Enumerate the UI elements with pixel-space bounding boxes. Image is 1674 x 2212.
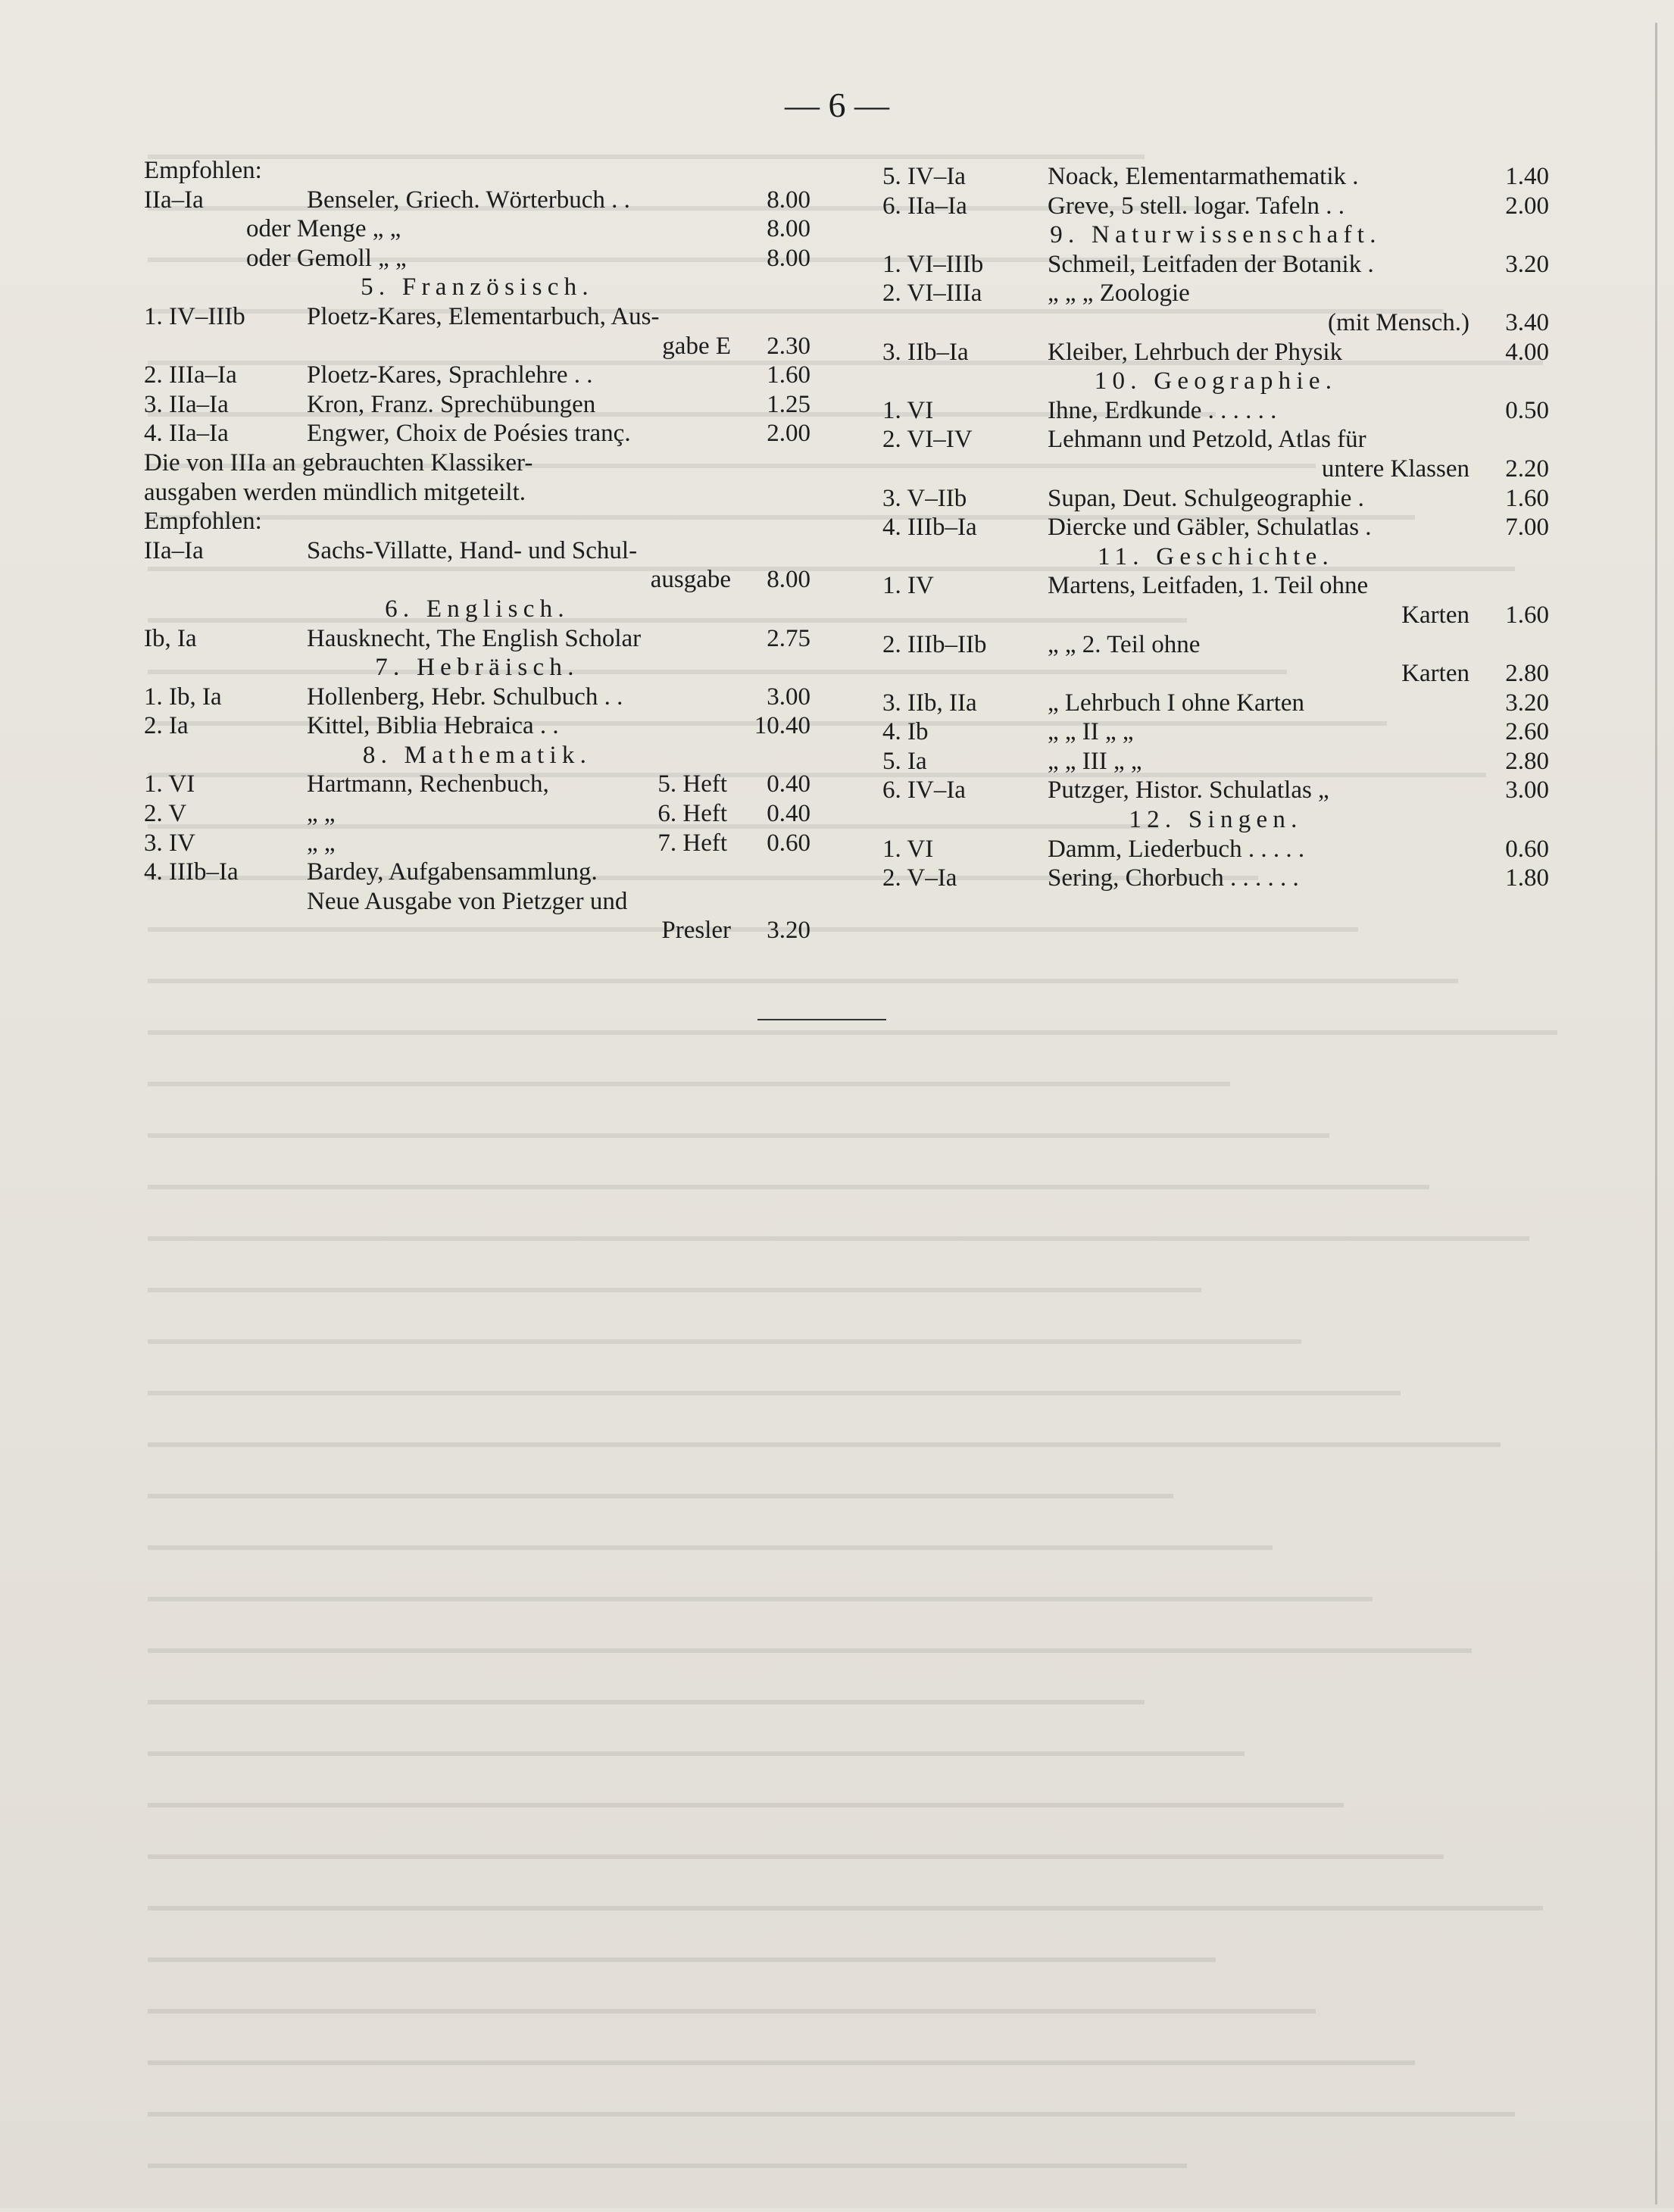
book-entry-continuation <box>882 308 1549 338</box>
section-heading-text: 7. Hebräisch. <box>375 654 579 682</box>
book-price: 3.00 <box>1505 776 1549 805</box>
book-entry <box>882 776 1549 805</box>
section-heading <box>882 220 1549 250</box>
note-text: ausgaben werden mündlich mitgeteilt. <box>144 478 526 506</box>
book-price: 8.00 <box>767 215 810 243</box>
section-heading-text: 9. Naturwissenschaft. <box>1050 221 1382 249</box>
book-entry <box>144 799 810 829</box>
book-price: 1.40 <box>1505 163 1549 190</box>
book-entry <box>144 858 810 887</box>
book-entry <box>882 279 1549 308</box>
section-heading <box>882 367 1549 396</box>
note-text: Empfohlen: <box>144 508 262 536</box>
book-price: 2.75 <box>767 624 810 652</box>
book-entry <box>144 390 810 420</box>
book-title: Presler <box>661 917 731 945</box>
book-part: 6. Heft <box>657 800 727 828</box>
book-entry-continuation <box>882 601 1549 630</box>
book-price: 2.00 <box>1505 192 1549 220</box>
book-title: Kittel, Biblia Hebraica . . <box>307 712 559 740</box>
book-price: 2.60 <box>1505 718 1549 746</box>
class-range: 1. VI <box>882 396 934 424</box>
left-column <box>144 156 810 945</box>
section-heading-text: 10. Geographie. <box>1094 367 1338 395</box>
book-price: 7.00 <box>1505 514 1549 542</box>
book-price: 1.60 <box>767 361 810 389</box>
book-price: 1.80 <box>1505 864 1549 892</box>
class-range: 2. V–Ia <box>882 864 957 892</box>
note-line <box>144 448 810 478</box>
book-entry <box>144 361 810 390</box>
book-entry <box>144 244 810 273</box>
book-price: 10.40 <box>754 712 810 740</box>
book-price: 1.60 <box>1505 484 1549 512</box>
show-through-line <box>148 1873 1543 1911</box>
book-entry <box>882 630 1549 660</box>
book-price: 0.60 <box>1505 835 1549 863</box>
class-range: 3. IIa–Ia <box>144 390 229 418</box>
class-range: 3. IIb–Ia <box>882 338 969 366</box>
note-line <box>144 156 810 186</box>
class-range: 2. V <box>144 800 187 828</box>
book-price: 0.40 <box>767 800 810 828</box>
book-title: Greve, 5 stell. logar. Tafeln . . <box>1048 192 1345 220</box>
class-range: 2. VI–IV <box>882 426 973 454</box>
book-title: „ „ III „ „ <box>1048 747 1142 775</box>
section-heading-text: 12. Singen. <box>1129 806 1303 834</box>
book-title: Engwer, Choix de Poésies tranç. <box>307 420 631 448</box>
right-column <box>882 162 1549 893</box>
book-title: ausgabe <box>650 566 731 594</box>
show-through-line <box>148 1461 1173 1498</box>
book-title: Supan, Deut. Schulgeographie . <box>1048 484 1364 512</box>
section-heading <box>144 273 810 302</box>
class-range: 4. Ib <box>882 718 929 746</box>
class-range: Ib, Ia <box>144 624 197 652</box>
section-heading-text: 6. Englisch. <box>385 595 570 623</box>
book-price: 0.40 <box>767 770 810 798</box>
book-entry <box>882 250 1549 280</box>
section-heading <box>882 542 1549 572</box>
class-range: 4. IIIb–Ia <box>882 514 977 542</box>
class-range: 1. VI <box>882 835 934 863</box>
class-range: 4. IIIb–Ia <box>144 858 239 886</box>
show-through-line <box>148 2079 1515 2117</box>
class-range: 4. IIa–Ia <box>144 420 229 448</box>
show-through-line <box>148 1667 1145 1704</box>
end-rule <box>757 1019 886 1020</box>
book-entry <box>882 717 1549 747</box>
show-through-line <box>148 1254 1201 1292</box>
book-title: „ „ II „ „ <box>1048 718 1134 746</box>
section-heading <box>144 595 810 624</box>
page-edge <box>1655 23 1657 2204</box>
show-through-line <box>148 1924 1216 1962</box>
book-title: Putzger, Histor. Schulatlas „ <box>1048 776 1329 805</box>
book-entry <box>144 419 810 448</box>
book-entry <box>882 864 1549 893</box>
class-range: IIa–Ia <box>144 536 204 564</box>
show-through-line <box>148 2130 1187 2168</box>
book-entry <box>144 683 810 712</box>
class-range: 3. V–IIb <box>882 484 967 512</box>
book-price: 8.00 <box>767 566 810 594</box>
note-line <box>144 478 810 508</box>
book-part: 7. Heft <box>657 829 727 857</box>
class-range: 6. IV–Ia <box>882 776 966 805</box>
book-title: gabe E <box>662 332 731 360</box>
book-title: oder Menge „ „ <box>246 215 401 243</box>
book-entry <box>882 162 1549 192</box>
book-title: (mit Mensch.) <box>1328 308 1469 336</box>
note-text: Empfohlen: <box>144 157 262 184</box>
class-range: 2. Ia <box>144 712 189 740</box>
book-price: 3.20 <box>1505 689 1549 717</box>
book-title: Schmeil, Leitfaden der Botanik . <box>1048 250 1374 278</box>
section-heading-text: 5. Französisch. <box>361 273 594 301</box>
book-entry <box>882 835 1549 864</box>
book-title: „ „ <box>307 800 336 828</box>
book-title: Benseler, Griech. Wörterbuch . . <box>307 186 630 214</box>
book-entry-continuation <box>144 916 810 945</box>
book-title: Hollenberg, Hebr. Schulbuch . . <box>307 683 623 711</box>
book-price: 2.80 <box>1505 747 1549 775</box>
book-price: 4.00 <box>1505 338 1549 366</box>
book-entry-continuation <box>882 455 1549 484</box>
class-range: 1. VI <box>144 770 195 798</box>
book-entry <box>144 186 810 215</box>
show-through-line <box>148 1718 1245 1756</box>
book-price: 2.20 <box>1505 455 1549 483</box>
book-title: Ploetz-Kares, Sprachlehre . . <box>307 361 593 389</box>
book-title: Noack, Elementarmathematik . <box>1048 163 1359 190</box>
book-title: Lehmann und Petzold, Atlas für <box>1048 426 1366 454</box>
book-entry <box>882 338 1549 367</box>
class-range: 6. IIa–Ia <box>882 192 967 220</box>
show-through-line <box>148 997 1557 1035</box>
book-title: Ihne, Erdkunde . . . . . . <box>1048 396 1277 424</box>
show-through-line <box>148 1564 1373 1601</box>
class-range: 2. IIIa–Ia <box>144 361 237 389</box>
class-range: 2. VI–IIIa <box>882 280 982 308</box>
class-range: 5. IV–Ia <box>882 163 966 190</box>
book-entry <box>882 689 1549 718</box>
book-title: Bardey, Aufgabensammlung. <box>307 858 598 886</box>
book-title: oder Gemoll „ „ <box>246 244 407 272</box>
book-price: 0.50 <box>1505 396 1549 424</box>
class-range: 2. IIIb–IIb <box>882 630 987 658</box>
class-range: 1. IV–IIIb <box>144 302 245 330</box>
show-through-line <box>148 1358 1401 1395</box>
show-through-line <box>148 1512 1273 1550</box>
book-entry-continuation <box>144 565 810 595</box>
page-number: — 6 — <box>785 86 889 124</box>
book-title: Martens, Leitfaden, 1. Teil ohne <box>1048 572 1369 600</box>
book-price: 1.60 <box>1505 601 1549 629</box>
book-price: 3.40 <box>1505 308 1549 336</box>
book-title: Sachs-Villatte, Hand- und Schul- <box>307 536 638 564</box>
note-line <box>144 507 810 536</box>
book-price: 8.00 <box>767 244 810 272</box>
book-entry <box>882 484 1549 514</box>
class-range: 1. Ib, Ia <box>144 683 222 711</box>
book-title: „ Lehrbuch I ohne Karten <box>1048 689 1305 717</box>
book-title: Ploetz-Kares, Elementarbuch, Aus- <box>307 302 660 330</box>
class-range: 3. IV <box>144 829 195 857</box>
book-entry <box>144 829 810 858</box>
show-through-line <box>148 1821 1444 1859</box>
book-entry <box>882 192 1549 221</box>
section-heading <box>882 805 1549 835</box>
section-heading <box>144 741 810 770</box>
book-title: Karten <box>1401 601 1469 629</box>
show-through-line <box>148 1100 1329 1138</box>
show-through-line <box>148 121 1145 159</box>
show-through-line <box>148 1976 1316 2014</box>
show-through-line <box>148 2027 1415 2065</box>
book-entry <box>144 770 810 799</box>
book-title: Kleiber, Lehrbuch der Physik <box>1048 338 1343 366</box>
book-price: 2.80 <box>1505 660 1549 688</box>
section-heading-text: 8. Mathematik. <box>362 741 592 769</box>
show-through-line <box>148 1048 1230 1086</box>
book-title: Hartmann, Rechenbuch, <box>307 770 549 798</box>
book-title: untere Klassen <box>1321 455 1469 483</box>
book-price: 3.20 <box>1505 250 1549 278</box>
book-entry-continuation <box>144 332 810 361</box>
book-price: 3.20 <box>767 917 810 945</box>
book-entry <box>144 711 810 741</box>
section-heading <box>144 653 810 683</box>
book-entry <box>882 513 1549 542</box>
show-through-line <box>148 2182 1287 2212</box>
book-title: „ „ „ Zoologie <box>1048 280 1190 308</box>
class-range: IIa–Ia <box>144 186 204 214</box>
book-price: 1.25 <box>767 390 810 418</box>
book-entry <box>144 536 810 566</box>
book-entry <box>882 425 1549 455</box>
book-title: Diercke und Gäbler, Schulatlas . <box>1048 514 1372 542</box>
book-title: Hausknecht, The English Scholar <box>307 624 642 652</box>
show-through-line <box>148 945 1458 983</box>
show-through-line <box>148 1203 1529 1241</box>
book-entry <box>882 747 1549 776</box>
book-title: Kron, Franz. Sprechübungen <box>307 390 596 418</box>
show-through-line <box>148 1306 1301 1344</box>
book-entry <box>882 396 1549 426</box>
class-range: 1. IV <box>882 572 934 600</box>
book-entry-continuation <box>882 659 1549 689</box>
book-price: 3.00 <box>767 683 810 711</box>
book-title: „ „ <box>307 829 336 857</box>
show-through-line <box>148 1409 1501 1447</box>
note-text: Die von IIIa an gebrauchten Klassiker- <box>144 448 533 476</box>
show-through-line <box>148 1151 1429 1189</box>
section-heading-text: 11. Geschichte. <box>1097 542 1335 570</box>
book-price: 2.00 <box>767 420 810 448</box>
book-title: Karten <box>1401 660 1469 688</box>
book-entry <box>144 302 810 332</box>
book-title: Neue Ausgabe von Pietzger und <box>307 887 628 915</box>
show-through-line <box>148 1770 1344 1807</box>
class-range: 3. IIb, IIa <box>882 689 977 717</box>
book-part: 5. Heft <box>657 770 727 798</box>
book-entry <box>882 571 1549 601</box>
book-entry <box>144 214 810 244</box>
book-price: 0.60 <box>767 829 810 857</box>
book-title: „ „ 2. Teil ohne <box>1048 630 1201 658</box>
class-range: 5. Ia <box>882 747 927 775</box>
book-price: 8.00 <box>767 186 810 214</box>
book-title: Sering, Chorbuch . . . . . . <box>1048 864 1299 892</box>
book-title: Damm, Liederbuch . . . . . <box>1048 835 1305 863</box>
book-entry-continuation <box>144 887 810 917</box>
book-price: 2.30 <box>767 332 810 360</box>
book-entry <box>144 624 810 654</box>
show-through-line <box>148 1615 1472 1653</box>
class-range: 1. VI–IIIb <box>882 250 984 278</box>
